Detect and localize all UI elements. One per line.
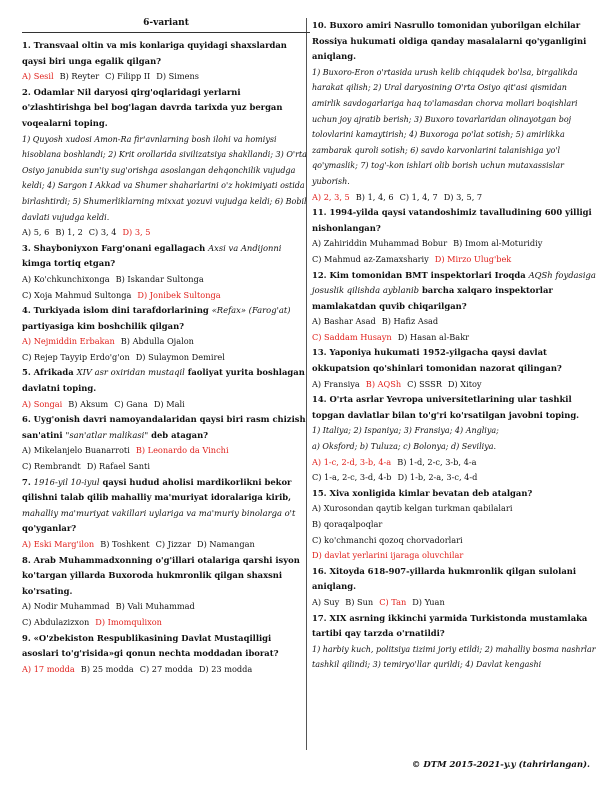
question-3: 3. Shayboniyxon Farg'onani egallagach Axsi va Andijonni kimga tortiq etgan?	[22, 242, 282, 269]
question-10-items: 1) Buxoro-Eron o'rtasida urush kelib chiqqudek bo'lsa, birgalikda harakat qilish; 2) Ural daryosining O'rta Osiyo qit'asi qismidan amirlik savdogarlariga haq to'lamasdan chorva mollari boqishlari uchun joy ajratib berish; 3) Buxoro tovarlaridan olinayotgan boj tolovlarini kamaytirish; 4) Buxoroga po'lat sotish; 5) amirlikka zambarak quroli sotish; 6) savdo karvonlarini talanishiga yo'l qo'ymaslik; 7) tog'-kon ishlari olib borish uchun mutaxassislar yuborish.	[312, 67, 578, 186]
question-8: 8. Arab Muhammadxonning o'g'illari otalariga qarshi isyon ko'targan yillarda Buxoroda hukmronlik qilgan shaxsni ko'rsating.	[22, 554, 300, 596]
option-b: B) Sun	[345, 596, 374, 607]
option-d: D) Mali	[153, 398, 185, 409]
option-a: A) Nodir Muhammad	[22, 601, 110, 612]
option-b: B) Hafiz Asad	[381, 316, 439, 327]
option-c: C) 3, 4	[88, 227, 117, 238]
option-b: B) Imom al-Moturidiy	[453, 238, 543, 249]
option-c: C) Gana	[114, 398, 148, 409]
question-14-list-2: a) Oksford; b) Tuluza; c) Bolonya; d) Seviliya.	[312, 442, 497, 452]
options-8a	[22, 599, 310, 615]
option-d: D) Sulaymon Demirel	[135, 351, 225, 362]
option-b: B) 1, 4, 6	[355, 191, 394, 202]
options-1	[22, 69, 310, 85]
question-7: 7. 1916-yil 10-iyul qaysi hudud aholisi mardikorlikni bekor qilishni talab qilib mahalliy ma'muriyat idoralariga kirib, mahalliy ma'muriyat vakillari uylariga va ma'muriy binolarga o't qo'yganlar?	[22, 476, 296, 534]
option-c: C) 1, 4, 7	[399, 191, 438, 202]
question-14: 14. O'rta asrlar Yevropa universitetlarining ular tashkil topgan davlatlar bilan to'g'ri ko'rsatilgan javobni toping.	[312, 394, 580, 420]
question-15: 15. Xiva xonligida kimlar bevatan deb atalgan?	[312, 487, 533, 498]
option-c: C) Saddam Husayn	[312, 331, 392, 342]
option-a: A) Nejmiddin Erbakan	[22, 336, 115, 347]
options-14a	[312, 455, 596, 471]
option-c: C) Jizzar	[155, 539, 191, 549]
options-12a	[312, 314, 596, 330]
option-d: D) Simens	[156, 71, 199, 82]
option-c: C) 1-a, 2-c, 3-d, 4-b	[312, 472, 392, 483]
option-d: D) Yuan	[412, 596, 445, 607]
option-a: A) Mikelanjelo Buanarroti	[22, 445, 130, 456]
option-c: C) SSSR	[407, 378, 442, 389]
option-c: C) 27 modda	[139, 663, 193, 674]
options-8b	[22, 615, 310, 631]
options-3b	[22, 288, 310, 304]
right-column	[312, 18, 596, 673]
option-b: B) Reyter	[59, 71, 100, 82]
option-a: A) 17 modda	[22, 663, 75, 674]
question-11: 11. 1994-yilda qaysi vatandoshimiz tavalludining 600 yilligi nishonlangan?	[312, 207, 592, 233]
options-2	[22, 225, 310, 241]
options-13	[312, 377, 596, 393]
option-a: A) Fransiya	[312, 378, 360, 389]
options-4b	[22, 350, 310, 366]
option-a: A) 2, 3, 5	[312, 191, 350, 202]
option-a: A) Eski Marg'ilon	[22, 539, 95, 549]
option-b: B) Iskandar Sultonga	[115, 273, 204, 284]
options-16	[312, 595, 596, 611]
variant-heading: 6-variant	[22, 18, 310, 33]
options-7	[22, 537, 310, 553]
options-3a	[22, 272, 310, 288]
option-b: B) qoraqalpoqlar	[312, 519, 383, 529]
question-13: 13. Yaponiya hukumati 1952-yilgacha qaysi davlat okkupatsion qo'shinlari tomonidan nazorat qilingan?	[312, 347, 562, 374]
question-9: 9. «O'zbekiston Respublikasining Davlat Mustaqilligi asoslari to'g'risida»gi qonun nechta moddadan iborat?	[22, 632, 279, 659]
option-d: D) Hasan al-Bakr	[397, 331, 470, 342]
question-12: 12. Kim tomonidan BMT inspektorlari Iroqda AQSh foydasiga josuslik qilishda ayblanib barcha xalqaro inspektorlar mamlakatdan quvib chiqarilgan?	[312, 269, 596, 311]
options-10	[312, 190, 596, 206]
option-d: D) Xitoy	[447, 378, 482, 389]
option-b: B) Abdulla Ojalon	[120, 336, 194, 347]
option-c: C) ko'chmanchi qozoq chorvadorlari	[312, 534, 463, 545]
option-b: B) 1-d, 2-c, 3-b, 4-a	[397, 456, 477, 467]
option-c: C) Abdulazizxon	[22, 616, 90, 627]
option-b: B) AQSh	[365, 378, 402, 389]
options-6a	[22, 443, 310, 459]
option-a: A) Songai	[22, 398, 63, 409]
question-2: 2. Odamlar Nil daryosi qirg'oqlaridagi yerlarni o'zlashtirishga bel bog'lagan davrda tarixda yuz bergan voqealarni toping.	[22, 86, 283, 128]
options-12b	[312, 330, 596, 346]
question-17-items: 1) harbiy kuch, politsiya tizimi joriy etildi; 2) mahalliy bosma nashrlar tashkil qilindi; 3) temiryo'llar qurildi; 4) Davlat kengashi	[312, 644, 596, 670]
question-6: 6. Uyg'onish davri namoyandalaridan qaysi biri rasm chizish san'atini "san'atlar malikasi" deb atagan?	[22, 414, 306, 440]
option-c: C) Rejep Tayyip Erdo'g'on	[22, 351, 130, 362]
option-a: A) Suy	[312, 596, 340, 607]
options-6b	[22, 459, 310, 475]
option-c: C) Tan	[379, 596, 407, 607]
options-14b	[312, 470, 596, 486]
option-d: D) 1-b, 2-a, 3-c, 4-d	[397, 472, 478, 483]
option-d: D) 3, 5	[122, 227, 151, 238]
option-c: C) Mahmud az-Zamaxshariy	[312, 253, 429, 264]
option-b: B) Leonardo da Vinchi	[135, 445, 229, 456]
question-14-list-1: 1) Italiya; 2) Ispaniya; 3) Fransiya; 4) Angliya;	[312, 426, 499, 436]
question-5: 5. Afrikada XIV asr oxiridan mustaqil faoliyat yurita boshlagan davlatni toping.	[22, 367, 305, 394]
option-c: C) Xoja Mahmud Sultonga	[22, 289, 132, 300]
option-d: D) Imomqulixon	[95, 616, 162, 627]
option-b: B) Toshkent	[100, 539, 150, 549]
footer-copyright: © DTM 2015-2021-y.y (tahrirlangan).	[411, 760, 590, 770]
option-d: D) davlat yerlarini ijaraga oluvchilar	[312, 550, 464, 561]
option-d: D) 3, 5, 7	[443, 191, 483, 202]
option-a: A) Bashar Asad	[312, 316, 376, 327]
option-b: B) Aksum	[68, 398, 109, 409]
option-a: A) Zahiriddin Muhammad Bobur	[312, 238, 448, 249]
options-4a	[22, 334, 310, 350]
option-b: B) 25 modda	[80, 663, 134, 674]
option-b: B) 1, 2	[55, 227, 83, 238]
options-11a	[312, 236, 596, 252]
option-b: B) Vali Muhammad	[115, 601, 195, 612]
left-column	[22, 18, 310, 677]
option-a: A) 5, 6	[22, 227, 50, 238]
options-11b	[312, 252, 596, 268]
options-5	[22, 397, 310, 413]
question-1: 1. Transvaal oltin va mis konlariga quyidagi shaxslardan qaysi biri unga egalik qilgan?	[22, 40, 287, 66]
option-a: A) Ko'chkunchixonga	[22, 273, 110, 284]
question-4: 4. Turkiyada islom dini tarafdorlarining «Refax» (Farog'at) partiyasiga kim boshchilik qilgan?	[22, 305, 291, 331]
option-a: A) Xurosondan qaytib kelgan turkman qabilalari	[312, 503, 513, 514]
option-d: D) 23 modda	[198, 663, 253, 674]
question-10: 10. Buxoro amiri Nasrullo tomonidan yuborilgan elchilar Rossiya hukumati oldiga qanday masalalarni qo'yganligini aniqlang.	[312, 20, 587, 62]
option-c: C) Rembrandt	[22, 461, 81, 472]
option-d: D) Namangan	[197, 539, 255, 549]
option-d: D) Jonibek Sultonga	[137, 289, 221, 300]
question-2-items: 1) Quyosh xudosi Amon-Ra fir'avnlarning bosh ilohi va homiysi hisoblana boshlandi; 2) Krit orollarida sivilizatsiya shakllandi; 3) O'rta Osiyo janubida sun'iy sug'orishga asoslangan dehqonchilik vujudga keldi; 4) Sargon I Akkad va Shumer shaharlarini o'z hokimiyati ostida birlashtirdi; 5) Shumerliklarning mixxat yozuvi vujudga keldi; 6) Bobil davlati vujudga keldi.	[22, 134, 307, 222]
options-9	[22, 662, 310, 678]
option-d: D) Rafael Santi	[86, 461, 150, 472]
option-c: C) Filipp II	[105, 71, 151, 82]
option-a: A) 1-c, 2-d, 3-b, 4-a	[312, 456, 392, 467]
question-16: 16. Xitoyda 618-907-yillarda hukmronlik qilgan sulolani aniqlang.	[312, 565, 577, 592]
question-17: 17. XIX asrning ikkinchi yarmida Turkistonda mustamlaka tartibi qay tarzda o'rnatildi?	[312, 612, 588, 639]
option-d: D) Mirzo Ulug'bek	[434, 253, 512, 264]
option-a: A) Sesil	[22, 71, 54, 82]
